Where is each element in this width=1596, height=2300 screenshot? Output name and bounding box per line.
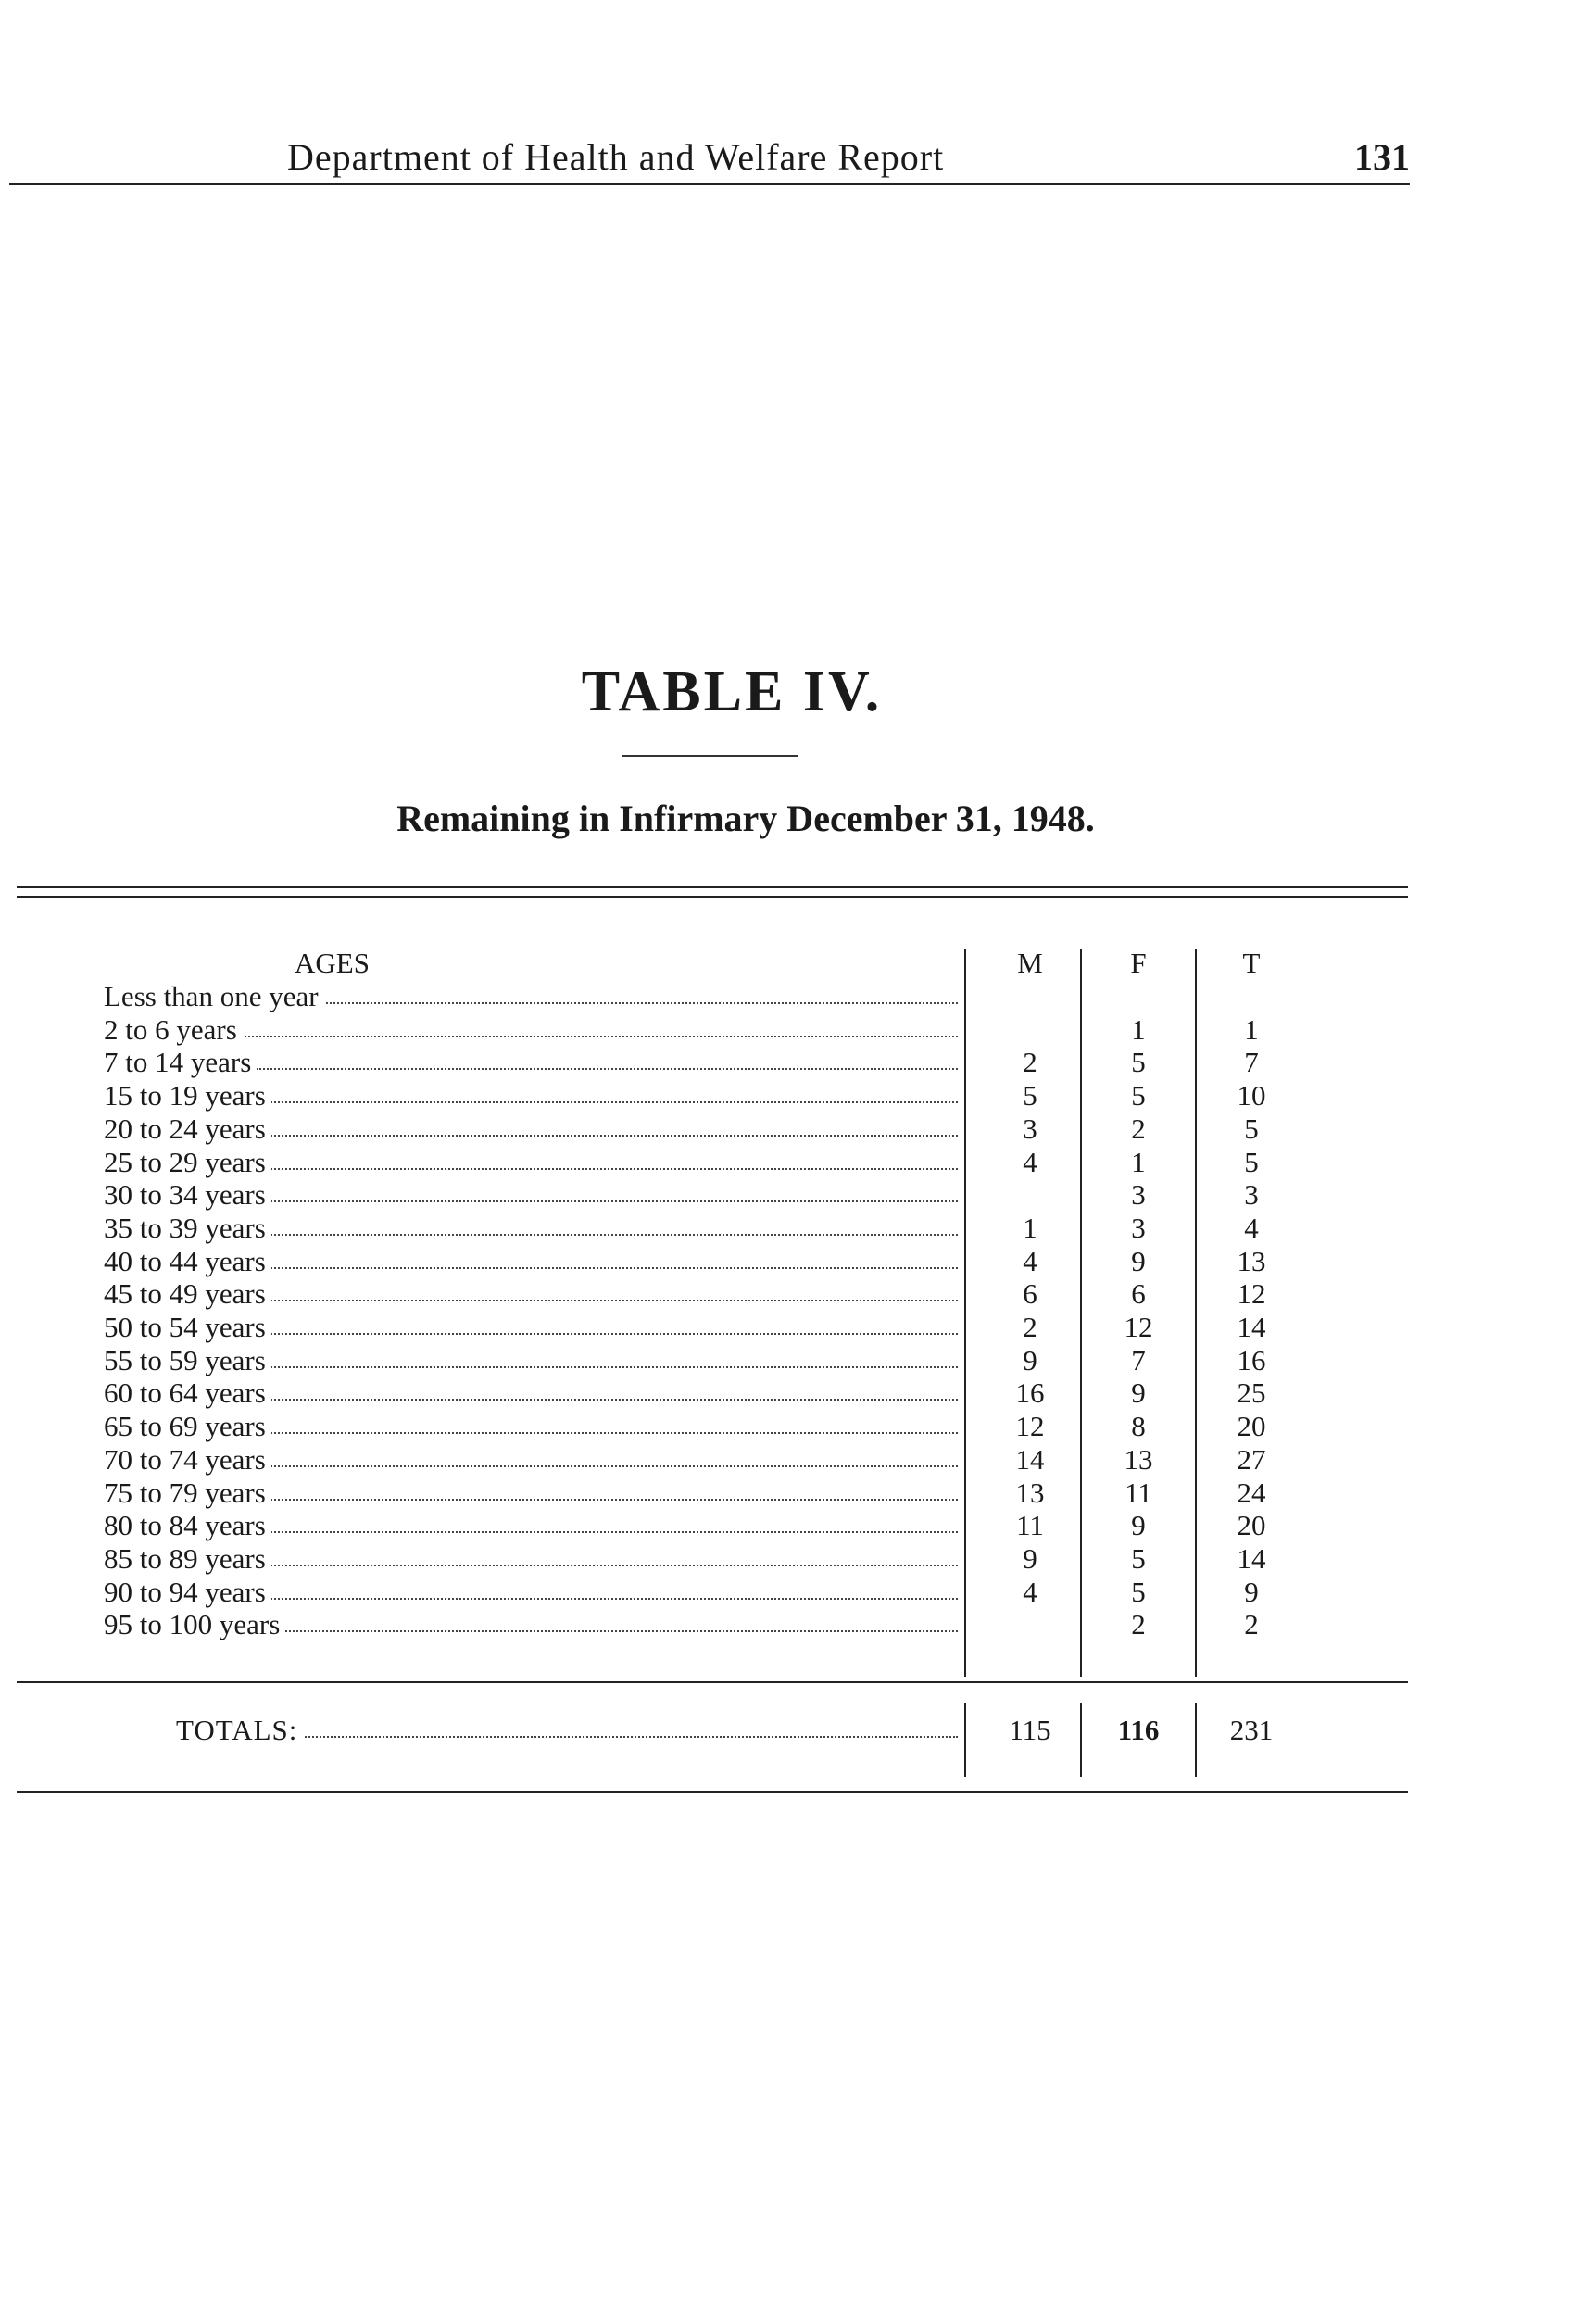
age-range-text: 50 to 54 years — [104, 1311, 271, 1343]
table-row-age-label — [104, 1344, 965, 1377]
age-range-text: 30 to 34 years — [104, 1178, 271, 1211]
table-cell-f: 5 — [1131, 1576, 1146, 1608]
table-row-age-label — [104, 1112, 965, 1146]
column-header-ages: AGES — [295, 947, 370, 979]
table-cell-f: 2 — [1131, 1112, 1146, 1145]
table-cell-m: 12 — [1015, 1410, 1045, 1442]
table-cell-f: 9 — [1131, 1245, 1146, 1277]
table-cell-f: 5 — [1131, 1542, 1146, 1575]
column-header-f: F — [1130, 947, 1147, 979]
table-cell-m: 4 — [1023, 1576, 1037, 1608]
table-row-age-label — [104, 1311, 965, 1344]
table-cell-f: 2 — [1131, 1608, 1146, 1640]
table-cell-f: 11 — [1125, 1477, 1152, 1509]
running-header-title: Department of Health and Welfare Report — [287, 136, 945, 178]
age-range-text: 90 to 94 years — [104, 1576, 271, 1608]
table-cell-m: 16 — [1015, 1376, 1045, 1409]
table-cell-f: 1 — [1131, 1146, 1146, 1178]
table-cell-t: 5 — [1244, 1112, 1259, 1145]
totals-label-text: TOTALS: — [176, 1714, 303, 1746]
table-cell-t: 2 — [1244, 1608, 1259, 1640]
age-range-text: 70 to 74 years — [104, 1443, 271, 1476]
table-cell-t: 20 — [1237, 1509, 1266, 1541]
table-cell-t: 10 — [1237, 1079, 1266, 1112]
table-cell-t: 13 — [1237, 1245, 1266, 1277]
table-row-age-label — [104, 1013, 965, 1047]
table-cell-m: 14 — [1015, 1443, 1045, 1476]
age-range-text: 45 to 49 years — [104, 1277, 271, 1310]
table-cell-t: 9 — [1244, 1576, 1259, 1608]
table-row-age-label — [104, 1542, 965, 1576]
table-cell-t: 5 — [1244, 1146, 1259, 1178]
table-cell-t: 4 — [1244, 1212, 1259, 1244]
table-cell-f: 13 — [1124, 1443, 1153, 1476]
table-cell-f: 5 — [1131, 1079, 1146, 1112]
table-row-age-label — [104, 1245, 965, 1278]
table-row-age-label — [104, 1576, 965, 1609]
table-cell-m: 6 — [1023, 1277, 1037, 1310]
table-cell-m: 5 — [1023, 1079, 1037, 1112]
table-row-age-label — [104, 1079, 965, 1112]
table-cell-f: 1 — [1131, 1013, 1146, 1046]
table-cell-m: 13 — [1015, 1477, 1045, 1509]
table-subtitle: Remaining in Infirmary December 31, 1948. — [396, 798, 1095, 839]
table-row-age-label — [104, 1376, 965, 1410]
age-range-text: 20 to 24 years — [104, 1112, 271, 1145]
table-row-age-label — [104, 1146, 965, 1179]
totals-f: 116 — [1117, 1714, 1160, 1746]
table-cell-t: 20 — [1237, 1410, 1266, 1442]
age-range-text: Less than one year — [104, 980, 324, 1012]
table-cell-f: 9 — [1131, 1509, 1146, 1541]
age-range-text: 80 to 84 years — [104, 1509, 271, 1541]
age-range-text: 85 to 89 years — [104, 1542, 271, 1575]
table-row-age-label — [104, 1410, 965, 1443]
age-range-text: 40 to 44 years — [104, 1245, 271, 1277]
table-cell-m: 9 — [1023, 1344, 1037, 1376]
age-range-text: 2 to 6 years — [104, 1013, 243, 1046]
table-cell-t: 12 — [1237, 1277, 1266, 1310]
totals-t: 231 — [1229, 1714, 1274, 1746]
table-cell-t: 3 — [1244, 1178, 1259, 1211]
table-cell-m: 2 — [1023, 1311, 1037, 1343]
table-cell-t: 1 — [1244, 1013, 1259, 1046]
table-cell-t: 25 — [1237, 1376, 1266, 1409]
table-cell-f: 3 — [1131, 1178, 1146, 1211]
age-range-text: 15 to 19 years — [104, 1079, 271, 1112]
column-header-t: T — [1242, 947, 1261, 979]
table-cell-m: 2 — [1023, 1046, 1037, 1078]
table-cell-m: 1 — [1023, 1212, 1037, 1244]
table-row-age-label — [104, 1277, 965, 1311]
page-number: 131 — [1354, 136, 1410, 178]
table-cell-f: 7 — [1131, 1344, 1146, 1376]
table-cell-t: 14 — [1237, 1542, 1266, 1575]
age-range-text: 25 to 29 years — [104, 1146, 271, 1178]
table-row-age-label — [104, 1178, 965, 1212]
table-row-age-label — [104, 980, 965, 1013]
table-row-age-label — [104, 1608, 965, 1641]
age-range-text: 35 to 39 years — [104, 1212, 271, 1244]
table-cell-f: 9 — [1131, 1376, 1146, 1409]
table-row-age-label — [104, 1509, 965, 1542]
totals-separator-rule — [17, 1681, 1408, 1683]
table-cell-t: 7 — [1244, 1046, 1259, 1078]
table-cell-f: 12 — [1124, 1311, 1153, 1343]
table-cell-t: 14 — [1237, 1311, 1266, 1343]
totals-m: 115 — [1009, 1714, 1051, 1746]
table-row-age-label — [104, 1443, 965, 1477]
table-cell-f: 3 — [1131, 1212, 1146, 1244]
table-cell-t: 24 — [1237, 1477, 1266, 1509]
table-cell-m: 9 — [1023, 1542, 1037, 1575]
table-cell-t: 16 — [1237, 1344, 1266, 1376]
age-range-text: 95 to 100 years — [104, 1608, 285, 1640]
table-title: TABLE IV. — [581, 660, 883, 723]
table-cell-m: 4 — [1023, 1245, 1037, 1277]
age-range-text: 75 to 79 years — [104, 1477, 271, 1509]
column-header-m: M — [1017, 947, 1043, 979]
table-cell-f: 5 — [1131, 1046, 1146, 1078]
table-cell-m: 4 — [1023, 1146, 1037, 1178]
table-row-age-label — [104, 1212, 965, 1245]
age-range-text: 7 to 14 years — [104, 1046, 257, 1078]
table-cell-f: 8 — [1131, 1410, 1146, 1442]
age-range-text: 55 to 59 years — [104, 1344, 271, 1376]
table-row-age-label — [104, 1477, 965, 1510]
table-bottom-rule — [17, 1791, 1408, 1793]
table-row-age-label — [104, 1046, 965, 1079]
table-cell-t: 27 — [1237, 1443, 1266, 1476]
age-range-text: 65 to 69 years — [104, 1410, 271, 1442]
table-cell-f: 6 — [1131, 1277, 1146, 1310]
table-cell-m: 11 — [1016, 1509, 1044, 1541]
totals-row-label — [176, 1714, 965, 1747]
table-cell-m: 3 — [1023, 1112, 1037, 1145]
age-range-text: 60 to 64 years — [104, 1376, 271, 1409]
